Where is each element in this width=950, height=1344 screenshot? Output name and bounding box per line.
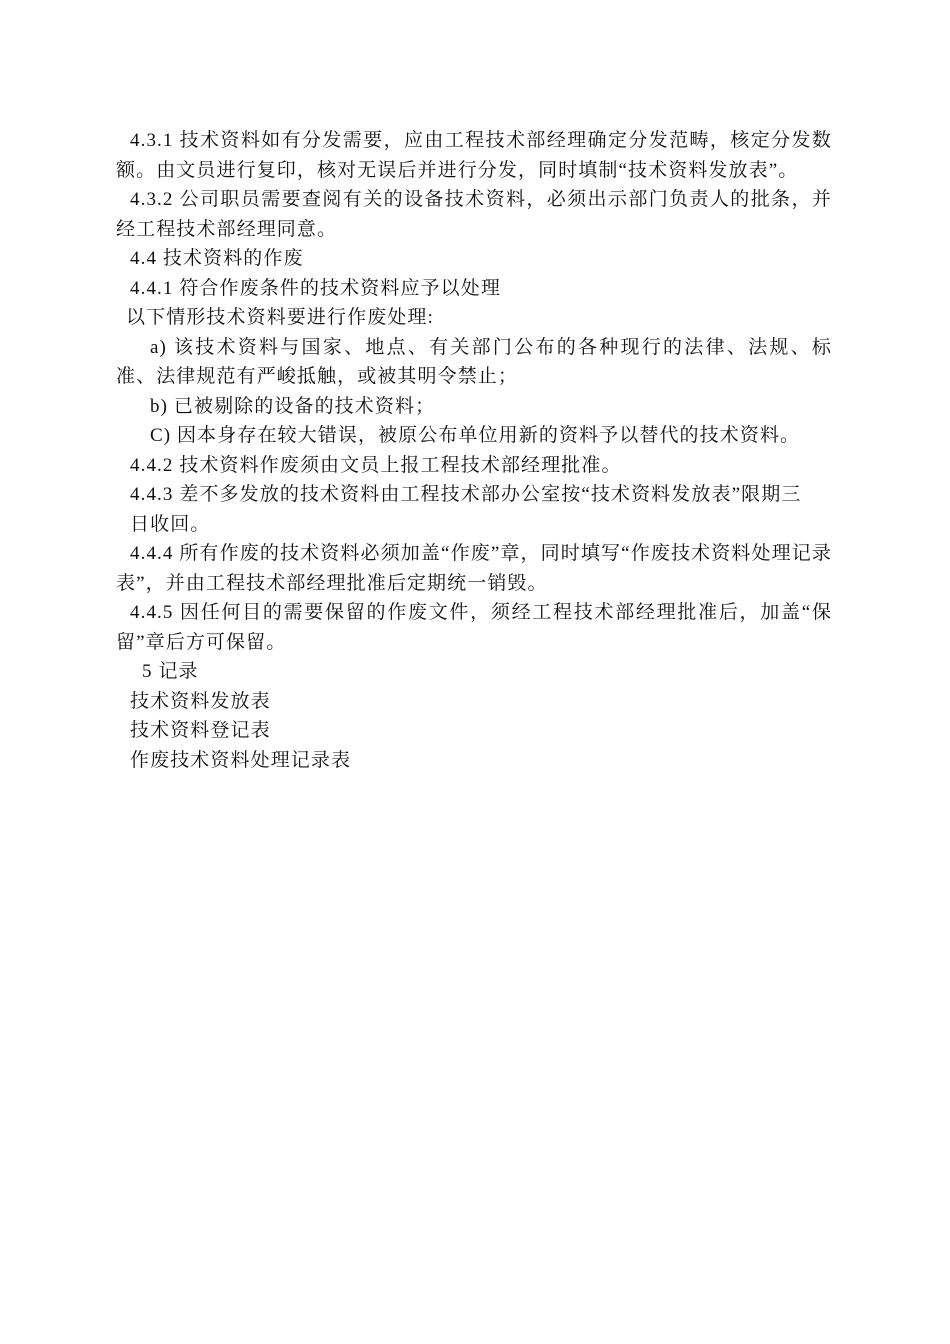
paragraph-4-4-4: 4.4.4 所有作废的技术资料必须加盖“作废”章，同时填写“作废技术资料处理记录表”，并由工程技术部经理批准后定期统一销毁。	[116, 543, 832, 594]
paragraph-4-4-3: 4.4.3 差不多发放的技术资料由工程技术部办公室按“技术资料发放表”限期三	[130, 484, 802, 505]
record-item-3: 作废技术资料处理记录表	[130, 749, 352, 771]
list-item-a: a) 该技术资料与国家、地点、有关部门公布的各种现行的法律、法规、标准、法律规范有严峻抵触，或被其明令禁止；	[116, 336, 832, 387]
record-item-1: 技术资料发放表	[130, 690, 271, 712]
document-body	[116, 126, 832, 775]
list-item-c: C) 因本身存在较大错误，被原公布单位用新的资料予以替代的技术资料。	[150, 425, 801, 446]
heading-4-4: 4.4 技术资料的作废	[130, 248, 304, 269]
paragraph-4-4-2: 4.4.2 技术资料作废须由文员上报工程技术部经理批准。	[130, 454, 622, 476]
list-item-b: b) 已被剔除的设备的技术资料；	[150, 395, 436, 417]
paragraph-4-3-2: 4.3.2 公司职员需要查阅有关的设备技术资料，必须出示部门负责人的批条，并经工程技术部经理同意。	[116, 189, 832, 240]
heading-5-records: 5 记录	[142, 661, 199, 682]
paragraph-4-3-1: 4.3.1 技术资料如有分发需要，应由工程技术部经理确定分发范畴，核定分发数额。由文员进行复印，核对无误后并进行分发，同时填制“技术资料发放表”。	[116, 130, 832, 181]
record-item-2: 技术资料登记表	[130, 720, 271, 741]
paragraph-4-4-5: 4.4.5 因任何目的需要保留的作废文件，须经工程技术部经理批准后，加盖“保留”章后方可保留。	[116, 602, 832, 653]
paragraph-4-4-3-continued: 日收回。	[130, 513, 211, 535]
paragraph-conditions-intro: 以下情形技术资料要进行作废处理:	[126, 307, 434, 328]
paragraph-4-4-1: 4.4.1 符合作废条件的技术资料应予以处理	[130, 277, 501, 299]
